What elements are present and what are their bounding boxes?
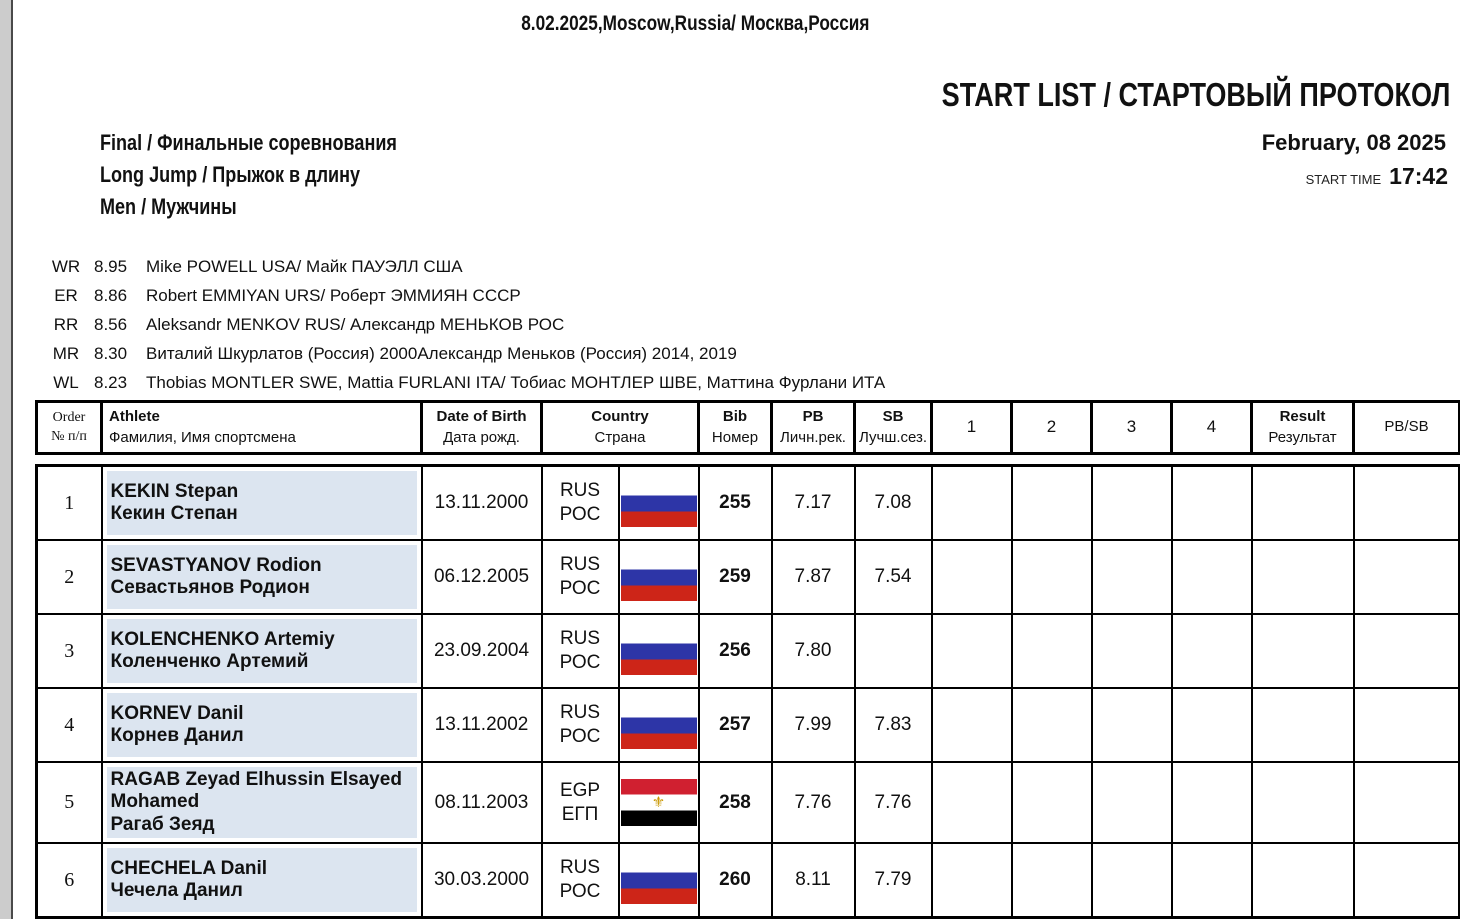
meet-location-text: 8.02.2025,Moscow,Russia/ Москва,Россия <box>520 12 870 35</box>
table-row <box>37 540 1460 614</box>
meet-location-line <box>0 12 1390 36</box>
country-code-cell <box>542 466 619 541</box>
order-cell: 4 <box>37 688 102 762</box>
sb-cell: 7.54 <box>855 540 932 614</box>
attempt-2-cell <box>1012 762 1092 843</box>
attempt-1-cell <box>932 614 1012 688</box>
country-code-cell <box>542 540 619 614</box>
attempt-2-cell <box>1012 843 1092 918</box>
attempt-2-cell <box>1012 688 1092 762</box>
attempt-4-cell <box>1172 688 1252 762</box>
pbsb-cell <box>1354 466 1460 541</box>
bib-cell: 260 <box>699 843 772 918</box>
table-row <box>37 762 1460 843</box>
attempt-1-cell <box>932 762 1012 843</box>
athlete-cell <box>102 688 422 762</box>
country-code-cell <box>542 843 619 918</box>
start-time-label: START TIME <box>1305 172 1382 187</box>
header-attempt-1: 1 <box>932 402 1012 454</box>
header-attempt-4: 4 <box>1172 402 1252 454</box>
country-flag-cell <box>619 762 699 843</box>
athlete-name-box <box>107 471 417 535</box>
bib-cell: 258 <box>699 762 772 843</box>
attempt-4-cell <box>1172 466 1252 541</box>
table-row <box>37 843 1460 918</box>
attempt-1-cell <box>932 843 1012 918</box>
header-pb: PB Личн.рек. <box>772 402 855 454</box>
bib-cell: 259 <box>699 540 772 614</box>
country-code-cell <box>542 614 619 688</box>
pb-cell: 7.17 <box>772 466 855 541</box>
attempt-2-cell <box>1012 540 1092 614</box>
dob-cell: 13.11.2002 <box>422 688 542 762</box>
start-list-table <box>35 400 1460 919</box>
dob-cell: 23.09.2004 <box>422 614 542 688</box>
country-code-cyrillic: РОС <box>559 504 601 525</box>
country-code-cyrillic: РОС <box>559 578 601 599</box>
attempt-1-cell <box>932 688 1012 762</box>
athlete-cell <box>102 466 422 541</box>
order-cell: 5 <box>37 762 102 843</box>
pb-cell: 7.80 <box>772 614 855 688</box>
russia-flag-icon <box>621 628 697 675</box>
country-code-latin: RUS <box>559 554 601 576</box>
header-attempt-3: 3 <box>1092 402 1172 454</box>
athlete-name-cyrillic: Коленченко Артемий <box>110 651 309 672</box>
athlete-cell <box>102 540 422 614</box>
athlete-name-latin: KEKIN Stepan <box>110 480 239 502</box>
result-cell <box>1252 540 1354 614</box>
result-cell <box>1252 688 1354 762</box>
pb-cell: 7.76 <box>772 762 855 843</box>
sb-cell: 7.83 <box>855 688 932 762</box>
sb-cell: 7.76 <box>855 762 932 843</box>
result-cell <box>1252 466 1354 541</box>
country-flag-cell <box>619 614 699 688</box>
athlete-name-latin: SEVASTYANOV Rodion <box>110 554 322 576</box>
country-code-latin: EGP <box>559 779 601 801</box>
header-athlete: Athlete Фамилия, Имя спортсмена <box>102 402 422 454</box>
table-row <box>37 688 1460 762</box>
sb-cell: 7.08 <box>855 466 932 541</box>
bib-cell: 255 <box>699 466 772 541</box>
athlete-name-box <box>107 693 417 757</box>
start-time <box>1306 163 1448 190</box>
attempt-3-cell <box>1092 540 1172 614</box>
page-edge <box>0 0 13 919</box>
country-code-cyrillic: ЕГП <box>561 803 599 825</box>
result-cell <box>1252 614 1354 688</box>
order-cell: 2 <box>37 540 102 614</box>
egypt-flag-icon <box>621 779 697 826</box>
record-line-wl: WL 8.23 Thobias MONTLER SWE, Mattia FURLANI ITA/ Тобиас МОНТЛЕР ШВЕ, Маттина Фурлани ИТА <box>53 373 886 392</box>
russia-flag-icon <box>621 702 697 749</box>
attempt-4-cell <box>1172 614 1252 688</box>
country-code-cyrillic: РОС <box>559 881 601 903</box>
event-block <box>100 127 462 223</box>
attempt-2-cell <box>1012 466 1092 541</box>
russia-flag-icon <box>621 857 697 904</box>
attempt-4-cell <box>1172 843 1252 918</box>
athlete-name-box <box>107 767 417 838</box>
athlete-cell <box>102 762 422 843</box>
country-flag-cell <box>619 843 699 918</box>
page-title: START LIST / СТАРТОВЫЙ ПРОТОКОЛ <box>941 76 1450 113</box>
country-code-latin: RUS <box>559 857 601 879</box>
country-code-cell <box>542 688 619 762</box>
attempt-3-cell <box>1092 614 1172 688</box>
event-round: Final / Финальные соревнования <box>100 130 397 155</box>
bib-cell: 257 <box>699 688 772 762</box>
header-dob: Date of Birth Дата рожд. <box>422 402 542 454</box>
attempt-3-cell <box>1092 466 1172 541</box>
records-block <box>38 252 885 397</box>
athlete-name-cyrillic: Рагаб Зеяд <box>110 813 215 835</box>
athlete-name-latin: CHECHELA Danil <box>110 857 268 879</box>
country-flag-cell <box>619 466 699 541</box>
header-attempt-2: 2 <box>1012 402 1092 454</box>
table-body <box>35 464 1460 919</box>
attempt-4-cell <box>1172 540 1252 614</box>
sb-cell <box>855 614 932 688</box>
header-order: Order № п/п <box>37 402 102 454</box>
dob-cell: 13.11.2000 <box>422 466 542 541</box>
result-cell <box>1252 843 1354 918</box>
record-line-wr: WR 8.95 Mike POWELL USA/ Майк ПАУЭЛЛ США <box>51 257 463 276</box>
athlete-name-box <box>107 848 417 912</box>
start-list-body <box>37 466 1460 918</box>
meet-date: February, 08 2025 <box>1261 130 1446 155</box>
country-code-cell <box>542 762 619 843</box>
table-row <box>37 466 1460 541</box>
result-cell <box>1252 762 1354 843</box>
attempt-4-cell <box>1172 762 1252 843</box>
pbsb-cell <box>1354 540 1460 614</box>
athlete-name-box <box>107 545 417 609</box>
event-discipline: Long Jump / Прыжок в длину <box>100 162 361 187</box>
header-country: Country Страна <box>542 402 699 454</box>
russia-flag-icon <box>621 480 697 527</box>
country-code-cyrillic: РОС <box>559 652 601 673</box>
record-line-rr: RR 8.56 Aleksandr MENKOV RUS/ Александр МЕНЬКОВ РОС <box>53 315 565 334</box>
country-flag-cell <box>619 688 699 762</box>
record-line-mr: MR 8.30 Виталий Шкурлатов (Россия) 2000Александр Меньков (Россия) 2014, 2019 <box>52 344 737 363</box>
dob-cell: 08.11.2003 <box>422 762 542 843</box>
country-code-latin: RUS <box>559 702 601 724</box>
pbsb-cell <box>1354 688 1460 762</box>
athlete-cell <box>102 843 422 918</box>
sb-cell: 7.79 <box>855 843 932 918</box>
russia-flag-icon <box>621 554 697 601</box>
country-flag-cell <box>619 540 699 614</box>
athlete-name-cyrillic: Корнев Данил <box>110 725 244 746</box>
country-code-latin: RUS <box>559 480 601 502</box>
athlete-name-box <box>107 619 417 683</box>
country-code-cyrillic: РОС <box>559 726 601 747</box>
pb-cell: 8.11 <box>772 843 855 918</box>
event-gender: Men / Мужчины <box>100 194 237 219</box>
attempt-3-cell <box>1092 843 1172 918</box>
header-result: Result Результат <box>1252 402 1354 454</box>
attempt-1-cell <box>932 466 1012 541</box>
attempt-3-cell <box>1092 688 1172 762</box>
athlete-cell <box>102 614 422 688</box>
attempt-2-cell <box>1012 614 1092 688</box>
athlete-name-latin: KOLENCHENKO Artemiy <box>110 628 335 650</box>
pbsb-cell <box>1354 843 1460 918</box>
dob-cell: 30.03.2000 <box>422 843 542 918</box>
order-cell: 3 <box>37 614 102 688</box>
athlete-name-cyrillic: Кекин Степан <box>110 503 238 524</box>
pbsb-cell <box>1354 762 1460 843</box>
athlete-name-cyrillic: Чечела Данил <box>110 880 243 902</box>
table-row <box>37 614 1460 688</box>
athlete-name-latin: RAGAB Zeyad Elhussin Elsayed Mohamed <box>110 769 402 813</box>
athlete-name-latin: KORNEV Danil <box>110 702 244 724</box>
attempt-1-cell <box>932 540 1012 614</box>
pb-cell: 7.99 <box>772 688 855 762</box>
egypt-eagle-icon: ⚜ <box>651 793 666 811</box>
pb-cell: 7.87 <box>772 540 855 614</box>
start-time-value: 17:42 <box>1389 163 1448 189</box>
dob-cell: 06.12.2005 <box>422 540 542 614</box>
order-cell: 1 <box>37 466 102 541</box>
table-header <box>35 400 1460 455</box>
header-pbsb: PB/SB <box>1354 402 1460 454</box>
order-cell: 6 <box>37 843 102 918</box>
attempt-3-cell <box>1092 762 1172 843</box>
country-code-latin: RUS <box>559 628 601 650</box>
pbsb-cell <box>1354 614 1460 688</box>
record-line-er: ER 8.86 Robert EMMIYAN URS/ Роберт ЭММИЯН СССР <box>54 286 521 305</box>
bib-cell: 256 <box>699 614 772 688</box>
header-bib: Bib Номер <box>699 402 772 454</box>
header-sb: SB Лучш.сез. <box>855 402 932 454</box>
athlete-name-cyrillic: Севастьянов Родион <box>110 577 310 598</box>
